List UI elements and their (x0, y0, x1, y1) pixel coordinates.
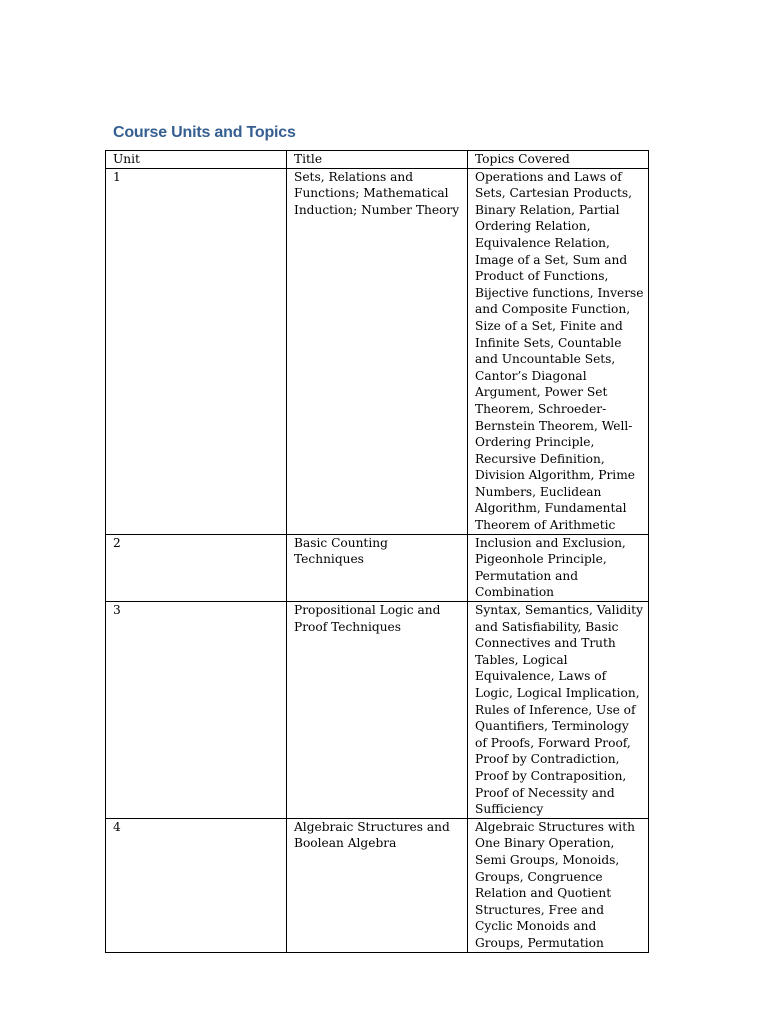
header-title: Title (287, 151, 468, 169)
header-unit: Unit (106, 151, 287, 169)
topics-cell: Operations and Laws of Sets, Cartesian Products, Binary Relation, Partial Ordering Relation, Equivalence Relation, Image of a Set, Sum and Product of Functions, Bijective functions, Inverse and Composite Function, Size of a Set, Finite and Infinite Sets, Countable and Uncountable Sets, Cantor’s Diagonal Argument, Power Set Theorem, Schroeder-Bernstein Theorem, Well-Ordering Principle, Recursive Definition, Division Algorithm, Prime Numbers, Euclidean Algorithm, Fundamental Theorem of Arithmetic (468, 168, 649, 534)
topics-cell: Syntax, Semantics, Validity and Satisfiability, Basic Connectives and Truth Tables, Logical Equivalence, Laws of Logic, Logical Implication, Rules of Inference, Use of Quantifiers, Terminology of Proofs, Forward Proof, Proof by Contradiction, Proof by Contraposition, Proof of Necessity and Sufficiency (468, 602, 649, 819)
unit-cell: 4 (106, 818, 287, 952)
unit-cell: 2 (106, 534, 287, 601)
topics-cell: Inclusion and Exclusion, Pigeonhole Principle, Permutation and Combination (468, 534, 649, 601)
unit-cell: 3 (106, 602, 287, 819)
topics-cell: Algebraic Structures with One Binary Operation, Semi Groups, Monoids, Groups, Congruence Relation and Quotient Structures, Free and Cyclic Monoids and Groups, Permutation (468, 818, 649, 952)
table-row (106, 602, 649, 819)
table-header-row (106, 151, 649, 169)
title-cell: Propositional Logic and Proof Techniques (287, 602, 468, 819)
title-cell: Basic Counting Techniques (287, 534, 468, 601)
unit-cell: 1 (106, 168, 287, 534)
title-cell: Sets, Relations and Functions; Mathematical Induction; Number Theory (287, 168, 468, 534)
header-topics: Topics Covered (468, 151, 649, 169)
table-row (106, 168, 649, 534)
table-row (106, 818, 649, 952)
page-heading: Course Units and Topics (113, 124, 296, 141)
title-cell: Algebraic Structures and Boolean Algebra (287, 818, 468, 952)
course-units-table (105, 150, 649, 953)
table-row (106, 534, 649, 601)
